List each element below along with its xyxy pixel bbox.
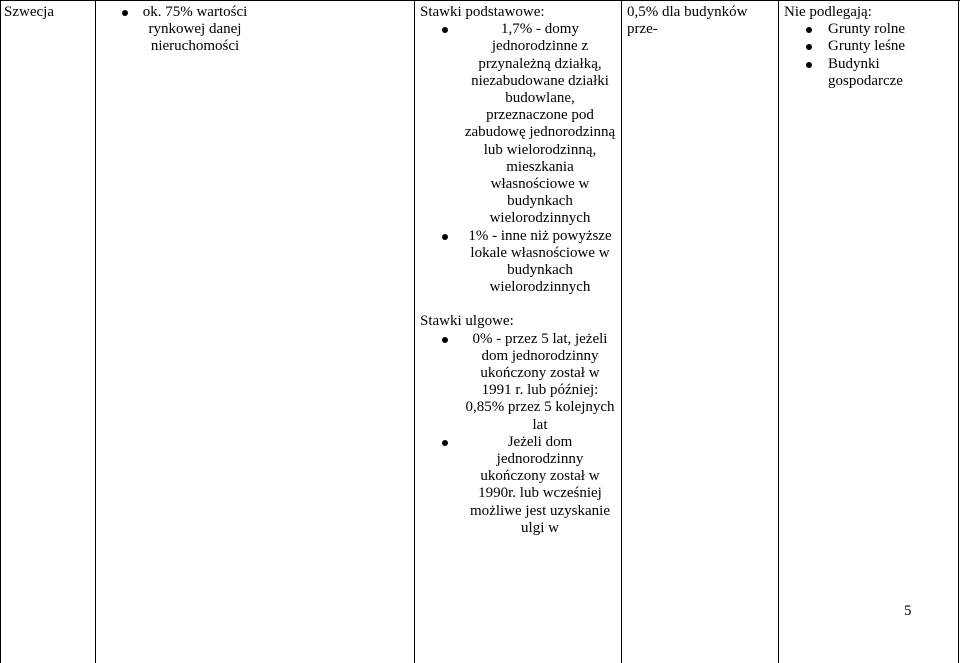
table-border-top — [0, 0, 960, 1]
basic-rate-item: 1,7% - domy jednorodzinne z przynależną działką, niezabudowane działki budowlane, przeznaczone pod zabudowę jednorodzinną lub wielorodzinną, mieszkania własnościowe w budynkach wielorodzinnych — [420, 21, 616, 227]
table-border-left — [0, 0, 1, 663]
column-divider-1 — [95, 0, 96, 663]
basic-rate-item: 1% - inne niż powyższe lokale własnościowe w budynkach wielorodzinnych — [420, 228, 616, 297]
tax-base-line-1: ok. 75% wartości rynkowej danej — [142, 4, 248, 38]
column-divider-2 — [414, 0, 415, 663]
relief-rates-list — [420, 331, 616, 537]
basic-rates-list — [420, 21, 616, 296]
column-divider-4 — [778, 0, 779, 663]
tax-base-line-2: nieruchomości — [150, 38, 240, 55]
table-border-right — [958, 0, 959, 663]
buildings-rate-text: 0,5% dla budynków prze- — [627, 4, 748, 38]
basic-rates-heading: Stawki podstawowe: — [420, 4, 545, 20]
relief-rates-heading: Stawki ulgowe: — [420, 313, 514, 330]
column-divider-3 — [621, 0, 622, 663]
exemptions-list — [784, 21, 956, 90]
page-number: 5 — [904, 603, 912, 619]
relief-rate-item: 0% - przez 5 lat, jeżeli dom jednorodzinny ukończony został w 1991 r. lub później: 0,85% przez 5 kolejnych lat — [420, 331, 616, 434]
exemption-item: Grunty rolne — [784, 21, 956, 38]
exemptions-cell — [784, 4, 956, 90]
tax-base-item — [108, 4, 262, 56]
buildings-rate-cell — [627, 4, 757, 38]
country-cell — [4, 4, 54, 21]
exemption-item: Budynki gospodarcze — [784, 56, 956, 90]
rates-cell — [420, 4, 616, 537]
tax-base-cell — [108, 4, 262, 56]
relief-rate-item: Jeżeli dom jednorodzinny ukończony został w 1990r. lub wcześniej możliwe jest uzyskanie ulgi w — [420, 434, 616, 537]
exemption-item: Grunty leśne — [784, 38, 956, 55]
country-name: Szwecja — [4, 4, 54, 20]
exemptions-heading: Nie podlegają: — [784, 4, 872, 20]
